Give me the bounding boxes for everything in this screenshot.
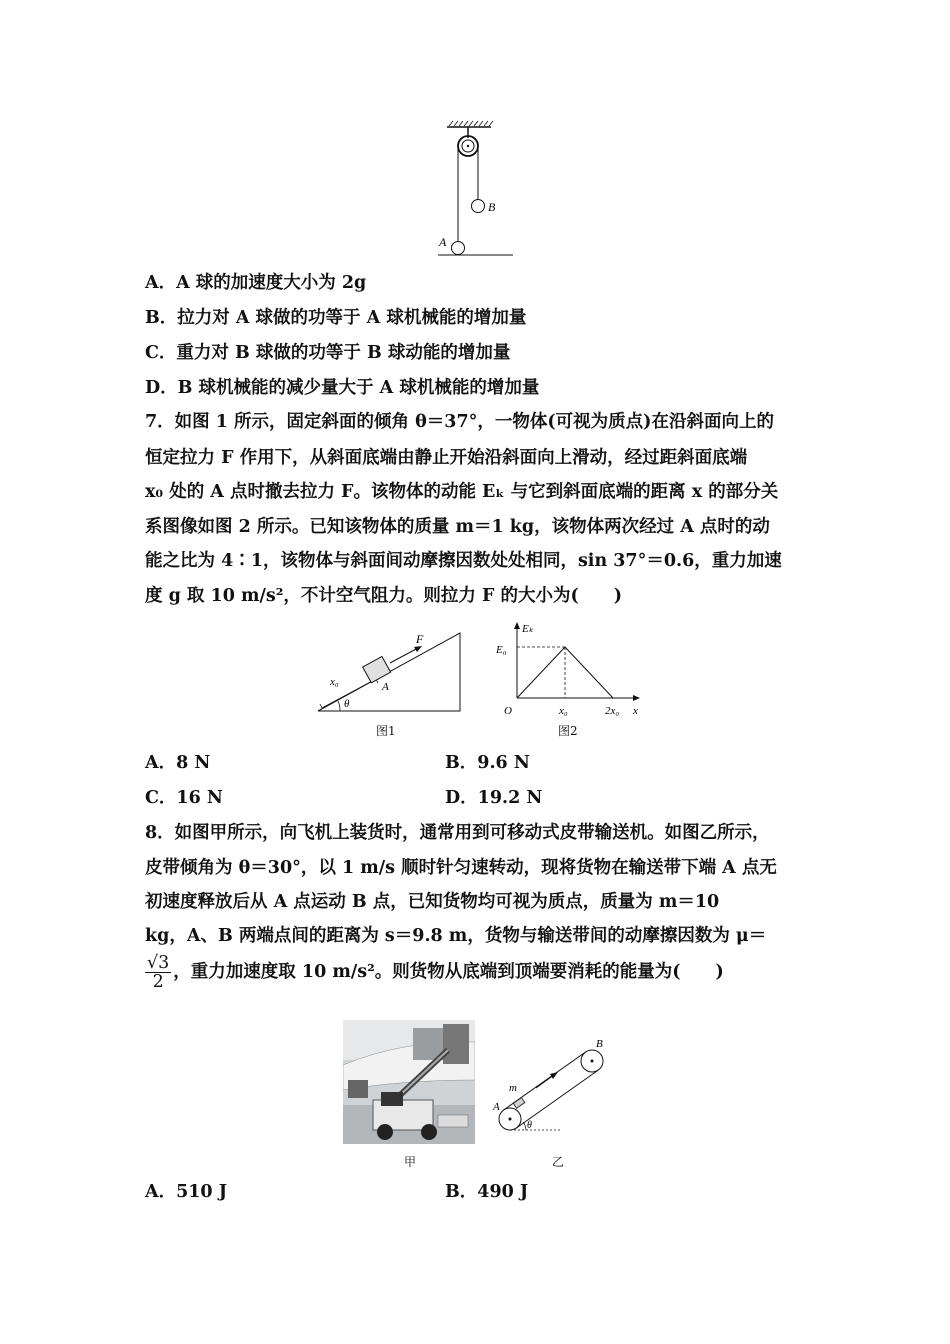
- x0-tick-label: x₀: [559, 705, 568, 717]
- origin-label: O: [504, 705, 512, 717]
- force-f-label: F: [416, 632, 424, 646]
- q8-line-1: 8．如图甲所示，向飞机上装货时，通常用到可移动式皮带输送机。如图乙所示，: [145, 823, 770, 843]
- q6-option-c: C．重力对 B 球做的功等于 B 球动能的增加量: [145, 343, 511, 363]
- q8-fig-jia-caption: 甲: [404, 1155, 417, 1169]
- q7-line-5: 能之比为 4∶1，该物体与斜面间动摩擦因数处处相同，sin 37°＝0.6，重力加速: [145, 551, 782, 571]
- q7-line-2: 恒定拉力 F 作用下，从斜面底端由静止开始沿斜面向上滑动，经过距斜面底端: [145, 448, 748, 468]
- q7-option-a: A．8 N: [145, 753, 211, 773]
- mu-numerator: √3: [147, 953, 170, 973]
- q6-option-d: D．B 球机械能的减少量大于 A 球机械能的增加量: [145, 378, 540, 398]
- q7-figure-1-incline: [310, 625, 465, 725]
- q8-line-5-text: ，重力加速度取 10 m/s²。则货物从底端到顶端要消耗的能量为( ): [173, 962, 724, 982]
- q8-line-2: 皮带倾角为 θ＝30°，以 1 m/s 顺时针匀速转动，现将货物在输送带下端 A 点无: [145, 858, 777, 878]
- q8-figure-yi-conveyor: [490, 1035, 615, 1140]
- q8-line-4: kg，A、B 两端点间的距离为 s＝9.8 m，货物与输送带间的动摩擦因数为 μ＝: [145, 926, 767, 946]
- x0-label: x₀: [330, 676, 339, 688]
- 2x0-tick-label: 2x₀: [605, 705, 620, 717]
- q8-figure-jia-photo: [343, 1020, 475, 1144]
- mass-m-label: m: [509, 1082, 517, 1094]
- q8-fig-yi-caption: 乙: [552, 1155, 565, 1169]
- pulley-figure: [435, 120, 520, 260]
- q7-line-4: 系图像如图 2 所示。已知该物体的质量 m＝1 kg，该物体两次经过 A 点时的动: [145, 517, 770, 537]
- q7-line-1: 7．如图 1 所示，固定斜面的倾角 θ＝37°，一物体(可视为质点)在沿斜面向上的: [145, 412, 774, 432]
- q8-line-5: [145, 954, 724, 991]
- e0-label: E₀: [496, 644, 507, 656]
- mu-denominator: 2: [152, 972, 164, 992]
- q7-fig2-caption: 图2: [558, 724, 578, 738]
- point-b-label-yi: B: [596, 1038, 603, 1050]
- q7-option-b: B．9.6 N: [445, 753, 530, 773]
- q7-option-d: D．19.2 N: [445, 788, 543, 808]
- q8-option-b: B．490 J: [445, 1182, 529, 1202]
- ball-a-label: A: [439, 235, 447, 249]
- mu-fraction: [145, 954, 171, 991]
- q7-option-c: C．16 N: [145, 788, 223, 808]
- ek-axis-label: Eₖ: [522, 623, 534, 635]
- q6-option-b: B．拉力对 A 球做的功等于 A 球机械能的增加量: [145, 308, 527, 328]
- theta-label: θ: [344, 698, 350, 710]
- x-axis-label: x: [633, 705, 638, 717]
- q6-option-a: A．A 球的加速度大小为 2g: [145, 273, 367, 293]
- q7-line-6: 度 g 取 10 m/s²，不计空气阻力。则拉力 F 的大小为( ): [145, 586, 623, 606]
- q8-line-3: 初速度释放后从 A 点运动 B 点，已知货物均可视为质点，质量为 m＝10: [145, 892, 720, 912]
- q8-option-a: A．510 J: [145, 1182, 227, 1202]
- q7-figure-2-graph: [490, 618, 650, 723]
- q7-fig1-caption: 图1: [376, 724, 396, 738]
- point-a-label: A: [382, 681, 389, 693]
- ball-b-label: B: [488, 200, 496, 214]
- q7-line-3: x₀ 处的 A 点时撤去拉力 F。该物体的动能 Eₖ 与它到斜面底端的距离 x 的部分关: [145, 482, 779, 502]
- theta-label-yi: θ: [527, 1120, 532, 1131]
- point-a-label-yi: A: [493, 1101, 500, 1113]
